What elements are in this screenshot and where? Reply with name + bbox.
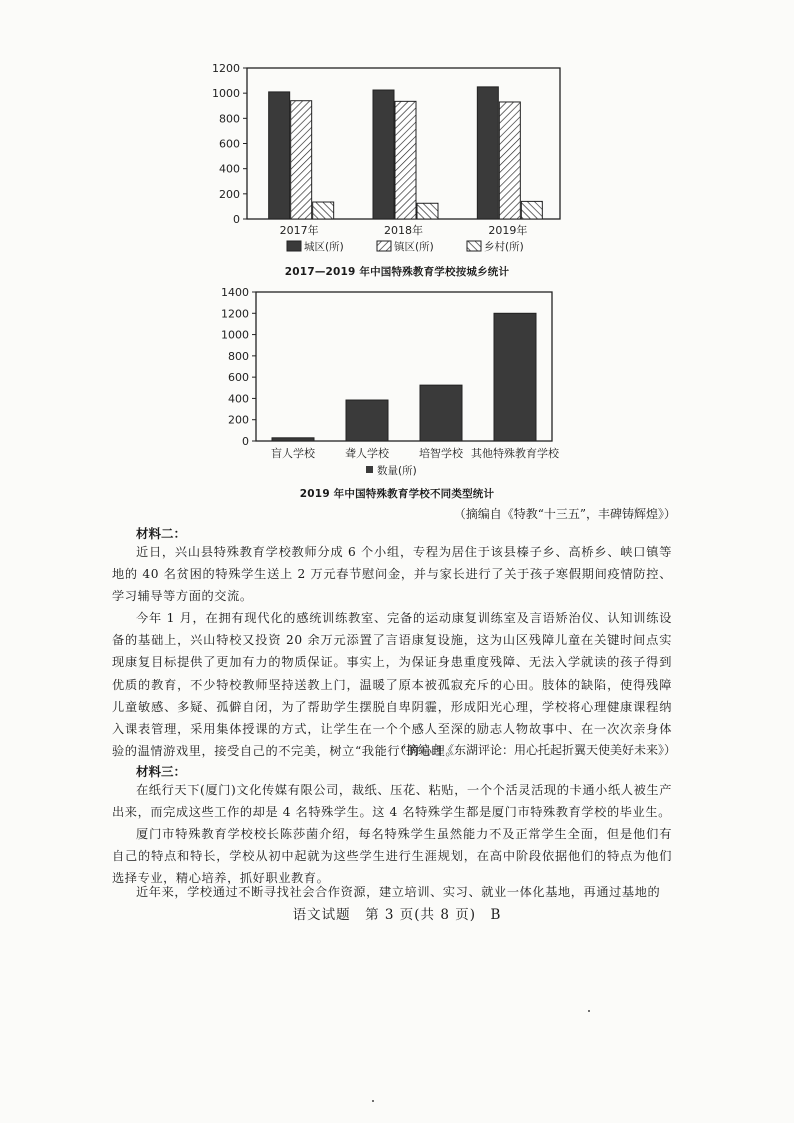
- material3-heading: 材料三：: [136, 764, 187, 779]
- y-tick-label: 1000: [221, 328, 249, 342]
- bar: [346, 400, 388, 441]
- source-note-1: （摘编自《特教“十三五”，丰碑铸辉煌》）: [453, 507, 676, 521]
- y-tick-label: 1400: [221, 286, 249, 299]
- x-tick-label: 聋人学校: [345, 447, 389, 460]
- y-tick-label: 0: [233, 213, 240, 226]
- y-tick-label: 200: [219, 187, 240, 201]
- legend-label: 镇区(所): [394, 241, 434, 253]
- y-tick-label: 0: [242, 435, 249, 448]
- x-tick-label: 培智学校: [419, 447, 463, 460]
- material2-paragraph-2: 今年 1 月，在拥有现代化的感统训练教室、完备的运动康复训练室及言语矫治仪、认知训练设备的基础上，兴山特校又投资 20 余万元添置了言语康复设施，这为山区残障儿童在关键时间点实现康复目标提供了更加有力的物质保证。事实上，为保证身患重度残障、无法入学就读的孩子得到优质的教育，不少特校教师坚持送教上门，温暖了原本被孤寂充斥的心田。肢体的缺陷，使得残障儿童敏感、多疑、孤僻自闭，为了帮助学生摆脱自卑阴霾，形成阳光心理，学校将心理健康课程纳入课表管理，采用集体授课的方式，让学生在一个个感人至深的励志人物故事中、在一次次亲身体验的温情游戏里，接受自己的不完美，树立“我能行”的心理。: [112, 611, 672, 759]
- material3-paragraph-1: 在纸行天下(厦门)文化传媒有限公司，裁纸、压花、粘贴，一个个活灵活现的卡通小纸人被生产出来，而完成这些工作的却是 4 名特殊学生。这 4 名特殊学生都是厦门市特殊教育学校的毕业生。: [112, 783, 672, 820]
- y-tick-label: 400: [228, 392, 249, 406]
- bar: [494, 313, 536, 441]
- y-tick-label: 600: [228, 371, 249, 385]
- y-tick-label: 400: [219, 162, 240, 176]
- y-tick-label: 800: [219, 112, 240, 126]
- y-tick-label: 1000: [212, 87, 240, 101]
- y-tick-label: 800: [228, 349, 249, 363]
- x-tick-label: 其他特殊教育学校: [471, 447, 559, 460]
- material2-heading: 材料二：: [136, 526, 187, 541]
- material3-paragraph-2: 厦门市特殊教育学校校长陈莎菌介绍，每名特殊学生虽然能力不及正常学生全面，但是他们有自己的特点和特长，学校从初中起就为这些学生进行生涯规划，在高中阶段依据他们的特点为他们选择专业，精心培养，抓好职业教育。: [112, 827, 672, 886]
- source-note-2: （摘编自《东湖评论：用心托起折翼天使美好未来》）: [393, 743, 676, 757]
- material3-paragraph-3: 近年来，学校通过不断寻找社会合作资源，建立培训、实习、就业一体化基地，再通过基地的: [136, 885, 661, 899]
- legend-swatch: [366, 466, 373, 473]
- material2-paragraph-1: 近日，兴山县特殊教育学校教师分成 6 个小组，专程为居住于该县榛子乡、高桥乡、峡口镇等地的 40 名贫困的特殊学生送上 2 万元春节慰问金，并与家长进行了关于孩子寒假期间疫情防控、学习辅导等方面的交流。: [112, 545, 672, 604]
- legend-label: 数量(所): [377, 465, 417, 477]
- scan-speck: [588, 1010, 590, 1012]
- school-type-bar-chart: [0, 0, 794, 500]
- bar: [420, 385, 462, 441]
- y-tick-label: 600: [219, 137, 240, 151]
- x-tick-label: 2018年: [384, 224, 423, 237]
- page-footer: 语文试题 第 3 页(共 8 页) B: [292, 907, 502, 923]
- scan-speck: [372, 1100, 374, 1102]
- x-tick-label: 2019年: [488, 224, 528, 237]
- x-tick-label: 盲人学校: [271, 447, 315, 460]
- legend-label: 城区(所): [304, 241, 344, 253]
- bar: [272, 438, 314, 441]
- y-tick-label: 1200: [212, 62, 240, 75]
- chart1-title: 2017—2019 年中国特殊教育学校按城乡统计: [284, 266, 510, 278]
- legend-label: 乡村(所): [484, 241, 524, 253]
- chart2-title: 2019 年中国特殊教育学校不同类型统计: [299, 488, 495, 500]
- x-tick-label: 2017年: [279, 224, 319, 237]
- y-tick-label: 200: [228, 413, 249, 427]
- y-tick-label: 1200: [221, 307, 249, 321]
